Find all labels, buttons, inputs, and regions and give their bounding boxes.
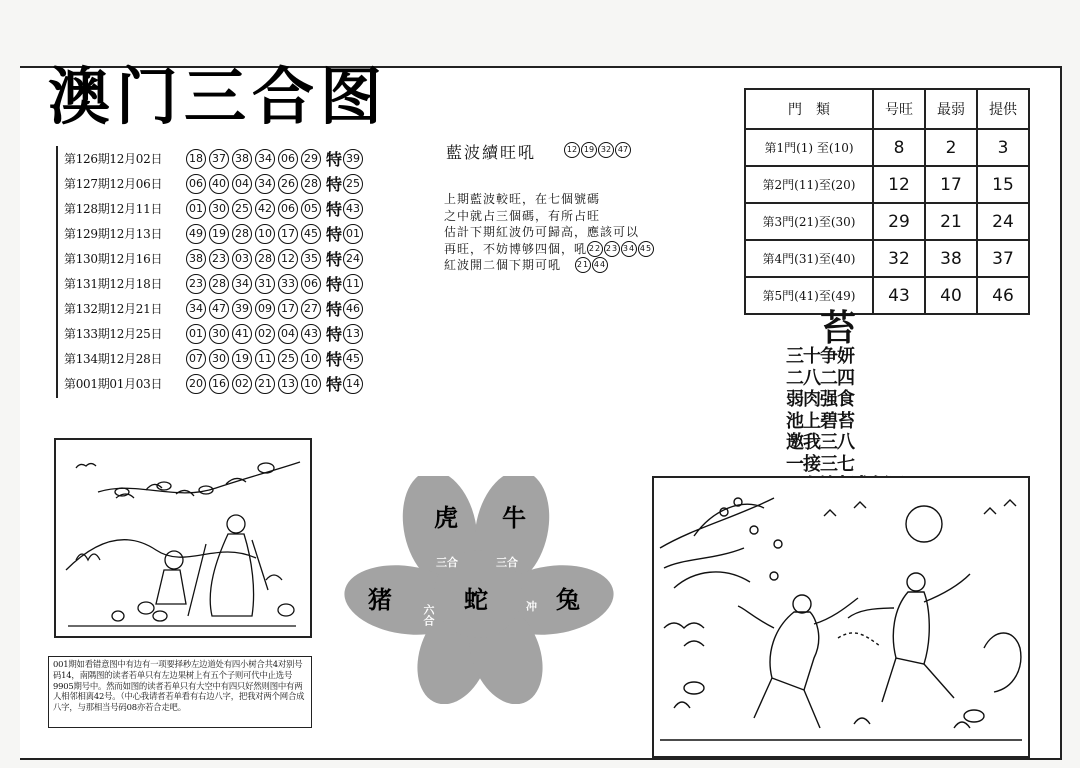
number-ball: 06 (278, 149, 298, 169)
number-ball: 02 (255, 324, 275, 344)
special-label: 特 (326, 300, 343, 319)
number-ball: 30 (209, 199, 229, 219)
zodiac-tiger: 虎 (434, 503, 458, 532)
number-ball: 18 (186, 149, 206, 169)
zodiac-snake: 蛇 (464, 585, 488, 614)
period-label: 第133期12月25日 (64, 327, 163, 341)
history-list (56, 146, 361, 398)
table-cell: 第5門(41)至(49) (745, 277, 873, 314)
table-cell: 8 (873, 129, 925, 166)
poem-line: 池上碧苔 (786, 410, 854, 432)
zodiac-ox: 牛 (502, 503, 526, 532)
number-ball: 34 (232, 274, 252, 294)
number-ball: 23 (209, 249, 229, 269)
history-row (64, 321, 366, 346)
illustration-right (652, 476, 1030, 758)
text-line: 之中就占三個碼，有所占旺 (444, 208, 601, 223)
text-line: 上期藍波較旺，在七個號碼 (444, 192, 601, 206)
zodiac-flower (344, 476, 616, 704)
history-row (64, 196, 366, 221)
poem-text (786, 346, 905, 497)
table-cell: 32 (873, 240, 925, 277)
history-row (64, 171, 366, 196)
landscape-figures-drawing (56, 440, 310, 636)
chong-label: 冲 (526, 600, 537, 613)
number-ball: 19 (581, 142, 597, 158)
number-ball: 06 (278, 199, 298, 219)
period-label: 第127期12月06日 (64, 177, 163, 191)
number-ball: 30 (209, 349, 229, 369)
table-cell: 12 (873, 166, 925, 203)
poem-line: 三十争妍 (786, 346, 854, 367)
poem-line: 弱肉强食 (786, 389, 854, 410)
number-ball: 29 (301, 149, 321, 169)
table-cell: 24 (977, 203, 1029, 240)
special-label: 特 (326, 200, 343, 219)
number-ball: 19 (209, 224, 229, 244)
number-ball: 25 (232, 199, 252, 219)
table-header: 最弱 (925, 89, 977, 129)
number-ball: 23 (604, 241, 620, 257)
number-ball: 10 (301, 349, 321, 369)
period-label: 第129期12月13日 (64, 227, 163, 241)
text-line (444, 257, 655, 274)
gate-table (744, 88, 1030, 315)
illustration-left (54, 438, 312, 638)
number-ball: 28 (209, 274, 229, 294)
number-ball: 38 (232, 149, 252, 169)
number-ball: 34 (186, 299, 206, 319)
number-ball: 28 (301, 174, 321, 194)
period-label: 第128期12月11日 (64, 202, 163, 216)
special-ball: 13 (343, 324, 363, 344)
special-ball: 01 (343, 224, 363, 244)
liuhe-label: 六合 (422, 604, 435, 626)
number-ball: 01 (186, 324, 206, 344)
table-cell: 第4門(31)至(40) (745, 240, 873, 277)
number-ball: 34 (255, 174, 275, 194)
period-label: 第131期12月18日 (64, 277, 163, 291)
number-ball: 34 (621, 241, 637, 257)
history-row (64, 271, 366, 296)
poem-line: 二八二四 (786, 367, 854, 389)
history-row (64, 296, 366, 321)
number-ball: 33 (278, 274, 298, 294)
table-cell: 17 (925, 166, 977, 203)
table-cell: 37 (977, 240, 1029, 277)
table-row (745, 240, 1029, 277)
number-ball: 44 (592, 257, 608, 273)
number-ball: 10 (301, 374, 321, 394)
sanhe-label: 三合 (496, 556, 518, 569)
special-ball: 46 (343, 299, 363, 319)
number-ball: 04 (278, 324, 298, 344)
number-ball: 26 (278, 174, 298, 194)
number-ball: 19 (232, 349, 252, 369)
table-row (745, 129, 1029, 166)
number-ball: 05 (301, 199, 321, 219)
number-ball: 17 (278, 224, 298, 244)
table-cell: 43 (873, 277, 925, 314)
dancing-figures-drawing (654, 478, 1028, 756)
text-line: 估計下期紅波仍可歸高，應該可以 (444, 225, 640, 239)
special-label: 特 (326, 225, 343, 244)
number-ball: 49 (186, 224, 206, 244)
number-ball: 04 (232, 174, 252, 194)
table-header: 門 類 (745, 89, 873, 129)
number-ball: 09 (255, 299, 275, 319)
table-header-row (745, 89, 1029, 129)
history-row (64, 221, 366, 246)
table-header: 号旺 (873, 89, 925, 129)
sanhe-label: 三合 (436, 556, 458, 569)
number-ball: 30 (209, 324, 229, 344)
special-ball: 24 (343, 249, 363, 269)
table-cell: 2 (925, 129, 977, 166)
number-ball: 32 (598, 142, 614, 158)
number-ball: 03 (232, 249, 252, 269)
poem-line: 邀我三八 (786, 432, 854, 453)
number-ball: 23 (186, 274, 206, 294)
number-ball: 31 (255, 274, 275, 294)
history-row (64, 246, 366, 271)
zodiac-pig: 猪 (368, 585, 392, 614)
table-cell: 29 (873, 203, 925, 240)
number-ball: 11 (255, 349, 275, 369)
blue-wave-text (444, 191, 655, 274)
number-ball: 41 (232, 324, 252, 344)
table-cell: 15 (977, 166, 1029, 203)
poem-heading: 苔 (820, 308, 857, 349)
number-ball: 34 (255, 149, 275, 169)
table-cell: 21 (925, 203, 977, 240)
table-row (745, 277, 1029, 314)
number-ball: 45 (638, 241, 654, 257)
number-ball: 37 (209, 149, 229, 169)
period-label: 第126期12月02日 (64, 152, 163, 166)
special-label: 特 (326, 175, 343, 194)
number-ball: 20 (186, 374, 206, 394)
number-ball: 43 (301, 324, 321, 344)
special-label: 特 (326, 325, 343, 344)
period-label: 第134期12月28日 (64, 352, 163, 366)
blue-wave-title: 藍波續旺吼 (446, 143, 537, 162)
number-ball: 21 (255, 374, 275, 394)
poem-line: 一接三七 (786, 453, 854, 475)
special-label: 特 (326, 250, 343, 269)
number-ball: 10 (255, 224, 275, 244)
number-ball: 16 (209, 374, 229, 394)
special-ball: 14 (343, 374, 363, 394)
number-ball: 25 (278, 349, 298, 369)
table-cell: 第2門(11)至(20) (745, 166, 873, 203)
number-ball: 45 (301, 224, 321, 244)
special-ball: 43 (343, 199, 363, 219)
special-ball: 25 (343, 174, 363, 194)
table-cell: 3 (977, 129, 1029, 166)
number-ball: 22 (587, 241, 603, 257)
text-line (444, 241, 655, 258)
table-cell: 40 (925, 277, 977, 314)
number-ball: 12 (564, 142, 580, 158)
text-line-content: 再旺，不妨博够四個，吼 (444, 241, 588, 256)
special-ball: 39 (343, 149, 363, 169)
number-ball: 06 (301, 274, 321, 294)
table-cell: 46 (977, 277, 1029, 314)
table-cell: 第3門(21)至(30) (745, 203, 873, 240)
number-ball: 42 (255, 199, 275, 219)
number-ball: 13 (278, 374, 298, 394)
number-ball: 38 (186, 249, 206, 269)
special-label: 特 (326, 275, 343, 294)
table-header: 提供 (977, 89, 1029, 129)
period-label: 第130期12月16日 (64, 252, 163, 266)
table-row (745, 166, 1029, 203)
history-row (64, 146, 366, 171)
table-row (745, 203, 1029, 240)
table-cell: 第1門(1) 至(10) (745, 129, 873, 166)
history-row (64, 371, 366, 396)
zodiac-rabbit: 兔 (556, 585, 580, 614)
history-row (64, 346, 366, 371)
period-label: 第001期01月03日 (64, 377, 163, 391)
special-label: 特 (326, 350, 343, 369)
footnote-text: 001期如看错意图中有边有一项要择秒左边道处有四小树合共4对别号码14，南隅图的读者若单只有左边果树上有五个子则可代中止选号9905期号中。然而如图的读者若单只有大空中有四只好然则图中有两人相邻相离42号。（中心我请者若单看有右边八字，把我对两个网合成八字，与那相当号码08亦若合走吧。 (48, 656, 312, 728)
special-ball: 11 (343, 274, 363, 294)
number-ball: 01 (186, 199, 206, 219)
number-ball: 27 (301, 299, 321, 319)
text-line-content: 紅波開二個下期可吼 (444, 258, 562, 272)
number-ball: 35 (301, 249, 321, 269)
special-ball: 45 (343, 349, 363, 369)
period-label: 第132期12月21日 (64, 302, 163, 316)
page-title: 澳门三合图 (48, 60, 389, 133)
number-ball: 28 (232, 224, 252, 244)
number-ball: 07 (186, 349, 206, 369)
number-ball: 47 (209, 299, 229, 319)
number-ball: 12 (278, 249, 298, 269)
special-label: 特 (326, 150, 343, 169)
number-ball: 06 (186, 174, 206, 194)
number-ball: 21 (575, 257, 591, 273)
number-ball: 39 (232, 299, 252, 319)
number-ball: 40 (209, 174, 229, 194)
special-label: 特 (326, 375, 343, 394)
number-ball: 47 (615, 142, 631, 158)
table-cell: 38 (925, 240, 977, 277)
number-ball: 17 (278, 299, 298, 319)
blue-wave-balls (564, 142, 632, 158)
number-ball: 02 (232, 374, 252, 394)
number-ball: 28 (255, 249, 275, 269)
